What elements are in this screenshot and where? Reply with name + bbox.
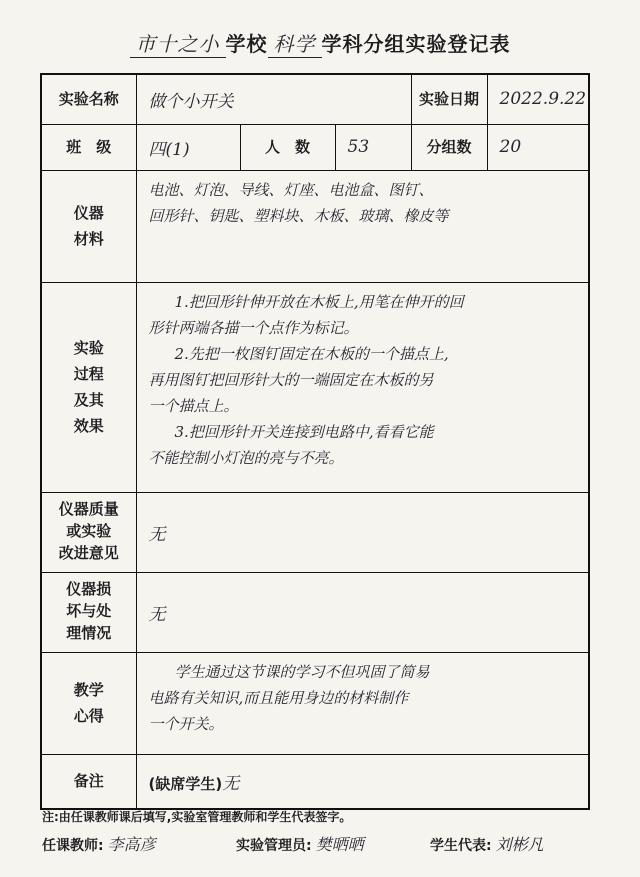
row-reflection (41, 652, 589, 754)
row-damage (41, 572, 589, 652)
subject-name: 科学 (268, 28, 322, 58)
experiment-date-value: 2022.9.22 (487, 74, 589, 124)
experiment-date-label: 实验日期 (411, 74, 487, 124)
school-suffix: 学校 (225, 32, 268, 56)
group-count-value: 20 (487, 124, 589, 170)
row-class-info (41, 124, 589, 170)
row-remarks (41, 754, 589, 809)
student-count-label: 人 数 (240, 124, 335, 170)
quality-label: 仪器质量 或实验 改进意见 (41, 492, 136, 572)
form-title (0, 28, 640, 58)
row-experiment-name (41, 74, 589, 124)
quality-value: 无 (136, 492, 589, 572)
student-rep-signature: 学生代表: 刘彬凡 (430, 835, 544, 854)
row-materials (41, 170, 589, 282)
experiment-record-table (40, 73, 590, 810)
class-label: 班 级 (41, 124, 136, 170)
school-name: 市十之小 (130, 28, 226, 58)
remarks-label: 备注 (41, 754, 136, 809)
materials-label: 仪器 材料 (41, 170, 136, 282)
student-count-value: 53 (335, 124, 411, 170)
experiment-name-value: 做个小开关 (136, 74, 411, 124)
absent-students-value: 无 (222, 773, 240, 794)
damage-value: 无 (136, 572, 589, 652)
materials-value: 电池、灯泡、导线、灯座、电池盒、图钉、 回形针、钥匙、塑料块、木板、玻璃、橡皮等 (136, 170, 589, 282)
footer-note: 注:由任课教师课后填写,实验室管理教师和学生代表签字。 (42, 810, 352, 824)
process-value: 1.把回形针伸开放在木板上,用笔在伸开的回 形针两端各描一个点作为标记。 2.先把一枚图钉固定在木板的一个描点上, 再用图钉把回形针大的一端固定在木板的另 一个描点上。 3.把回形针开关连接到电路中,看看它能 不能控制小灯泡的亮与不亮。 (136, 282, 589, 492)
group-count-label: 分组数 (411, 124, 487, 170)
process-label: 实验 过程 及其 效果 (41, 282, 136, 492)
class-value: 四(1) (136, 124, 240, 170)
row-quality (41, 492, 589, 572)
reflection-label: 教学 心得 (41, 652, 136, 754)
remarks-value (136, 754, 589, 809)
teacher-signature: 任课教师: 李高彦 (42, 835, 156, 854)
absent-students-prefix: (缺席学生) (148, 774, 223, 793)
title-suffix: 学科分组实验登记表 (321, 32, 511, 56)
row-process (41, 282, 589, 492)
reflection-value: 学生通过这节课的学习不但巩固了简易 电路有关知识,而且能用身边的材料制作 一个开关。 (136, 652, 589, 754)
lab-manager-signature: 实验管理员: 樊晒晒 (236, 835, 364, 854)
damage-label: 仪器损 坏与处 理情况 (41, 572, 136, 652)
experiment-name-label: 实验名称 (41, 74, 136, 124)
